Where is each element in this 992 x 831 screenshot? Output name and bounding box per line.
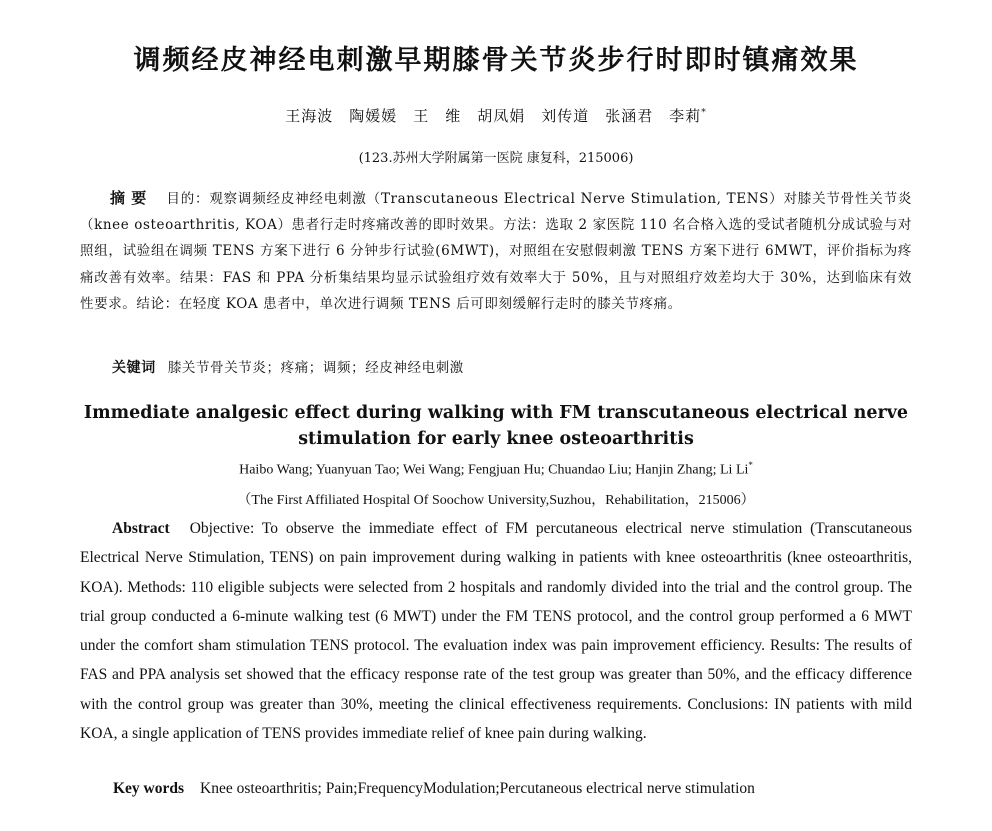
chinese-abstract-label: 摘要 [110, 189, 153, 207]
english-abstract [80, 514, 912, 748]
english-title: Immediate analgesic effect during walking with FM transcutaneous electrical nerve stimulation for early knee osteoarthritis [83, 403, 909, 449]
english-affiliation: （The First Affiliated Hospital Of Soochow University,Suzhou，Rehabilitation，215006） [237, 493, 755, 508]
chinese-keywords-label: 关键词 [112, 360, 156, 376]
chinese-affiliation: (123.苏州大学附属第一医院 康复科，215006) [358, 151, 634, 166]
english-keywords [113, 780, 913, 798]
english-corresponding-mark: * [748, 460, 753, 470]
chinese-title: 调频经皮神经电刺激早期膝骨关节炎步行时即时镇痛效果 [133, 45, 859, 76]
english-authors: Haibo Wang; Yuanyuan Tao; Wei Wang; Fengjuan Hu; Chuandao Liu; Hanjin Zhang; Li Li [239, 462, 749, 478]
chinese-authors: 王海波 陶媛媛 王 维 胡凤娟 刘传道 张涵君 李莉 [285, 107, 702, 125]
chinese-abstract-text: 目的：观察调频经皮神经电刺激（Transcutaneous Electrical Nerve Stimulation, TENS）对膝关节骨性关节炎（knee osteoarthritis, KOA）患者行走时疼痛改善的即时效果。方法：选取 2 家医院 110 名合格入选的受试者随机分成试验与对照组，试验组在调频 TENS 方案下进行 6 分钟步行试验(6MWT)，对照组在安慰假刺激 TENS 方案下进行 6MWT，评价指标为疼痛改善有效率。结果：FAS 和 PPA 分析集结果均显示试验组疗效有效率大于 50%，且与对照组疗效差均大于 30%，达到临床有效性要求。结论：在轻度 KOA 患者中，单次进行调频 TENS 后可即刻缓解行走时的膝关节疼痛。 [80, 191, 912, 312]
english-keywords-text: Knee osteoarthritis; Pain;FrequencyModulation;Percutaneous electrical nerve stimulation [200, 780, 755, 797]
english-abstract-text: Objective: To observe the immediate effect of FM percutaneous electrical nerve stimulation (Transcutaneous Electrical Nerve Stimulation, TENS) on pain improvement during walking in patients with knee osteoarthritis (knee osteoarthritis, KOA). Methods: 110 eligible subjects were selected from 2 hospitals and randomly divided into the trial and the control group. The trial group conducted a 6-minute walking test (6 MWT) under the FM TENS protocol, and the control group performed a 6 MWT under the comfort sham stimulation TENS protocol. The evaluation index was pain improvement efficiency. Results: The results of FAS and PPA analysis set showed that the efficacy response rate of the test group was greater than 50%, and the efficacy difference with the control group was greater than 30%, meeting the clinical effectiveness requirements. Conclusions: IN patients with mild KOA, a single application of TENS provides immediate relief of knee pain during walking. [80, 520, 912, 743]
chinese-keywords [112, 356, 912, 377]
chinese-abstract [80, 185, 912, 317]
english-abstract-label: Abstract [112, 520, 170, 537]
english-keywords-label: Key words [113, 780, 185, 797]
chinese-corresponding-mark: * [701, 108, 707, 118]
english-author-list [0, 460, 992, 479]
chinese-author-list [0, 105, 992, 126]
chinese-keywords-text: 膝关节骨关节炎；疼痛；调频；经皮神经电刺激 [167, 360, 464, 376]
